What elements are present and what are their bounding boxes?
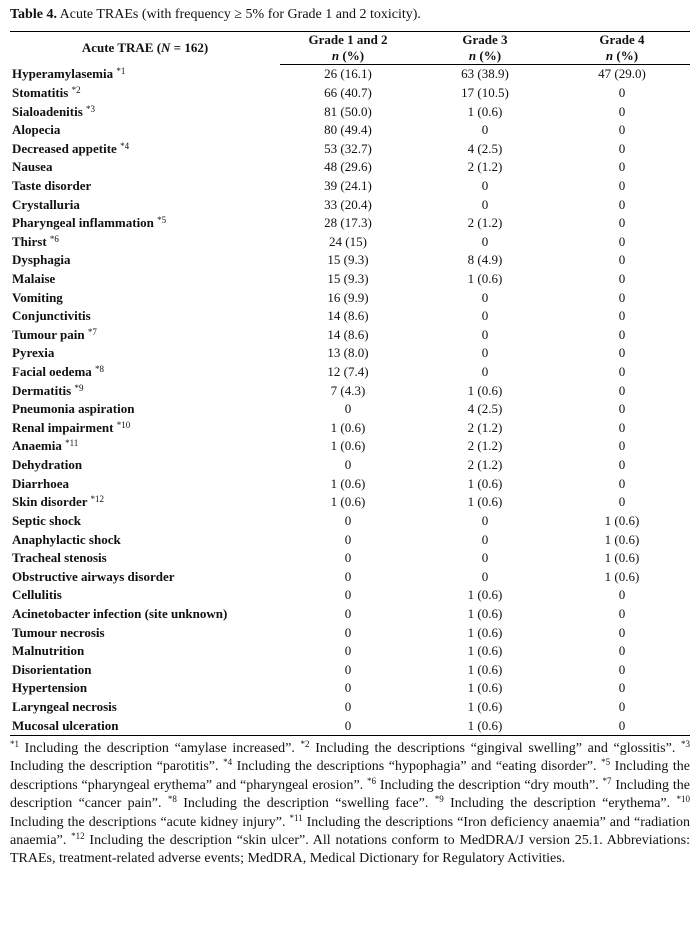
row-label bbox=[10, 270, 280, 289]
table-row bbox=[10, 195, 690, 214]
row-label bbox=[10, 716, 280, 735]
cell-g3: 8 (4.9) bbox=[467, 252, 503, 268]
cell-g4: 0 bbox=[618, 196, 626, 212]
table-row bbox=[10, 456, 690, 475]
cell-g4: 0 bbox=[618, 605, 626, 621]
row-label bbox=[10, 232, 280, 251]
row-label bbox=[10, 549, 280, 568]
footnote-text: Including the description “skin ulcer”. All notations conform to MedDRA/J version 25.1. Abbreviations: TRAEs, treatment-related adverse events; MedDRA, Medical Dictionary for Regulatory Activities. bbox=[10, 832, 690, 867]
cell-g3: 0 bbox=[481, 122, 489, 138]
cell-g3: 4 (2.5) bbox=[467, 140, 503, 156]
table-caption-label: Table 4. bbox=[10, 7, 57, 22]
table-header bbox=[10, 32, 690, 65]
cell-g12: 13 (8.0) bbox=[327, 345, 369, 361]
cell-g12: 0 bbox=[344, 624, 352, 640]
row-label bbox=[10, 642, 280, 661]
trae-name: Dehydration bbox=[12, 457, 83, 473]
cell-g4: 0 bbox=[618, 345, 626, 361]
cell-g12: 48 (29.6) bbox=[324, 159, 372, 175]
footnote-marker: *12 bbox=[90, 494, 105, 505]
row-label bbox=[10, 363, 280, 382]
trae-name: Hypertension bbox=[12, 680, 88, 696]
table-row bbox=[10, 549, 690, 568]
table-row bbox=[10, 288, 690, 307]
row-label bbox=[10, 530, 280, 549]
cell-g4: 0 bbox=[618, 587, 626, 603]
cell-g3: 1 (0.6) bbox=[467, 605, 503, 621]
row-label bbox=[10, 195, 280, 214]
footnote-marker: *3 bbox=[86, 103, 96, 114]
header-unit-grade-4: n (%) bbox=[554, 48, 690, 65]
cell-g3: 2 (1.2) bbox=[467, 438, 503, 454]
cell-g12: 1 (0.6) bbox=[330, 475, 366, 491]
table-row bbox=[10, 642, 690, 661]
row-label bbox=[10, 512, 280, 531]
trae-name: Septic shock bbox=[12, 512, 81, 528]
cell-g4: 0 bbox=[618, 308, 626, 324]
row-label bbox=[10, 456, 280, 475]
row-label bbox=[10, 400, 280, 419]
cell-g12: 0 bbox=[344, 401, 352, 417]
cell-g12: 14 (8.6) bbox=[327, 308, 369, 324]
cell-g12: 66 (40.7) bbox=[324, 84, 372, 100]
footnote-marker: *4 bbox=[223, 757, 233, 768]
trae-name: Tumour pain bbox=[12, 326, 85, 342]
cell-g12: 0 bbox=[344, 699, 352, 715]
cell-g4: 1 (0.6) bbox=[604, 568, 640, 584]
cell-g4: 0 bbox=[618, 215, 626, 231]
footnote-text: Including the description “dry mouth”. bbox=[376, 777, 603, 793]
cell-g12: 12 (7.4) bbox=[327, 364, 369, 380]
footnote-marker: *11 bbox=[289, 812, 303, 823]
cell-g3: 2 (1.2) bbox=[467, 457, 503, 473]
footnote-marker: *5 bbox=[601, 757, 611, 768]
trae-name: Pneumonia aspiration bbox=[12, 401, 135, 417]
cell-g3: 2 (1.2) bbox=[467, 159, 503, 175]
trae-name: Hyperamylasemia bbox=[12, 66, 114, 82]
row-label bbox=[10, 139, 280, 158]
cell-g12: 0 bbox=[280, 716, 416, 735]
table-caption-text: Acute TRAEs (with frequency ≥ 5% for Grade 1 and 2 toxicity). bbox=[56, 7, 421, 22]
footnote-marker: *3 bbox=[681, 738, 690, 749]
footnote-marker: *6 bbox=[367, 775, 377, 786]
footnote-marker: *10 bbox=[676, 794, 691, 805]
table-body bbox=[10, 65, 690, 736]
table-row bbox=[10, 679, 690, 698]
footnote-text: Including the description “cancer pain”. bbox=[10, 777, 690, 812]
table-row bbox=[10, 437, 690, 456]
cell-g12: 0 bbox=[344, 643, 352, 659]
trae-name: Acinetobacter infection (site unknown) bbox=[12, 605, 228, 621]
cell-g4: 1 (0.6) bbox=[604, 550, 640, 566]
cell-g4: 0 bbox=[618, 382, 626, 398]
row-label bbox=[10, 474, 280, 493]
cell-g3: 0 bbox=[481, 177, 489, 193]
trae-name: Anaphylactic shock bbox=[12, 531, 121, 547]
cell-g12: 81 (50.0) bbox=[324, 103, 372, 119]
footnote-marker: *4 bbox=[120, 140, 130, 151]
cell-g4: 0 bbox=[618, 419, 626, 435]
table-row bbox=[10, 344, 690, 363]
row-label bbox=[10, 214, 280, 233]
footnote-marker: *11 bbox=[65, 438, 79, 449]
cell-g3: 1 (0.6) bbox=[467, 643, 503, 659]
cell-g3: 0 bbox=[481, 364, 489, 380]
row-label bbox=[10, 661, 280, 680]
cell-g3: 1 (0.6) bbox=[416, 716, 554, 735]
trae-name: Malnutrition bbox=[12, 643, 85, 659]
cell-g4: 0 bbox=[618, 326, 626, 342]
trae-name: Nausea bbox=[12, 159, 53, 175]
cell-g3: 1 (0.6) bbox=[467, 475, 503, 491]
cell-g4: 0 bbox=[618, 401, 626, 417]
cell-g12: 80 (49.4) bbox=[324, 122, 372, 138]
table-row bbox=[10, 84, 690, 103]
cell-g12: 1 (0.6) bbox=[330, 494, 366, 510]
footnote-text: Including the description “parotitis”. bbox=[10, 759, 224, 775]
table-caption bbox=[10, 6, 690, 24]
table-row bbox=[10, 661, 690, 680]
cell-g3: 1 (0.6) bbox=[467, 661, 503, 677]
cell-g4: 0 bbox=[618, 289, 626, 305]
trae-name: Decreased appetite bbox=[12, 140, 117, 156]
row-label bbox=[10, 623, 280, 642]
row-label bbox=[10, 102, 280, 121]
cell-g3: 1 (0.6) bbox=[467, 494, 503, 510]
trae-name: Alopecia bbox=[12, 122, 61, 138]
trae-name: Mucosal ulceration bbox=[12, 717, 119, 733]
footnote-text: Including the descriptions “gingival swelling” and “glossitis”. bbox=[309, 740, 681, 756]
trae-name: Facial oedema bbox=[12, 364, 92, 380]
cell-g4: 0 bbox=[618, 661, 626, 677]
footnote-marker: *9 bbox=[74, 382, 84, 393]
cell-g12: 0 bbox=[344, 661, 352, 677]
footnote-marker: *1 bbox=[116, 66, 126, 77]
cell-g4: 0 bbox=[618, 680, 626, 696]
table-row bbox=[10, 251, 690, 270]
cell-g3: 0 bbox=[481, 289, 489, 305]
cell-g4: 0 bbox=[618, 140, 626, 156]
cell-g3: 0 bbox=[481, 568, 489, 584]
cell-g4: 0 bbox=[618, 271, 626, 286]
header-grade-3: Grade 3 bbox=[416, 32, 554, 49]
footnote-marker: *1 bbox=[10, 738, 19, 749]
cell-g4: 0 bbox=[618, 159, 626, 175]
cell-g3: 1 (0.6) bbox=[467, 271, 503, 286]
table-row bbox=[10, 623, 690, 642]
cell-g4: 0 bbox=[618, 457, 626, 473]
row-label bbox=[10, 251, 280, 270]
row-label bbox=[10, 493, 280, 512]
trae-name: Vomiting bbox=[12, 289, 63, 305]
cell-g3: 0 bbox=[481, 233, 489, 249]
cell-g4: 1 (0.6) bbox=[604, 531, 640, 547]
table-row bbox=[10, 400, 690, 419]
cell-g12: 33 (20.4) bbox=[324, 196, 372, 212]
cell-g12: 0 bbox=[344, 550, 352, 566]
trae-name: Conjunctivitis bbox=[12, 308, 91, 324]
footnote-marker: *12 bbox=[71, 830, 85, 841]
cell-g4: 47 (29.0) bbox=[598, 66, 646, 82]
trae-name: Taste disorder bbox=[12, 177, 92, 193]
cell-g12: 14 (8.6) bbox=[327, 326, 369, 342]
row-label bbox=[10, 567, 280, 586]
row-label bbox=[10, 177, 280, 196]
header-unit-grade-1-2: n (%) bbox=[280, 48, 416, 65]
cell-g4: 0 bbox=[618, 494, 626, 510]
table-row bbox=[10, 567, 690, 586]
cell-g4: 0 bbox=[618, 122, 626, 138]
footnote-marker: *8 bbox=[167, 794, 177, 805]
row-label bbox=[10, 288, 280, 307]
cell-g3: 1 (0.6) bbox=[467, 680, 503, 696]
cell-g3: 1 (0.6) bbox=[467, 103, 503, 119]
cell-g12: 26 (16.1) bbox=[324, 66, 372, 82]
row-label bbox=[10, 344, 280, 363]
row-label bbox=[10, 158, 280, 177]
trae-name: Obstructive airways disorder bbox=[12, 568, 175, 584]
table-row bbox=[10, 363, 690, 382]
header-unit-grade-3: n (%) bbox=[416, 48, 554, 65]
cell-g3: 17 (10.5) bbox=[461, 84, 509, 100]
cell-g12: 1 (0.6) bbox=[330, 438, 366, 454]
footnote-text: Including the descriptions “Iron deficiency anaemia” and “radiation anaemia”. bbox=[10, 814, 690, 848]
cell-g4: 0 bbox=[618, 103, 626, 119]
footnote-text: Including the description “swelling face”. bbox=[176, 796, 435, 812]
footnote-marker: *6 bbox=[49, 233, 59, 244]
cell-g12: 28 (17.3) bbox=[324, 215, 372, 231]
table-row bbox=[10, 326, 690, 345]
table-row bbox=[10, 512, 690, 531]
footnote-text: Including the descriptions “acute kidney injury”. bbox=[10, 814, 290, 830]
footnote-marker: *7 bbox=[602, 775, 612, 786]
cell-g3: 0 bbox=[481, 531, 489, 547]
trae-name: Thirst bbox=[12, 233, 47, 249]
cell-g3: 1 (0.6) bbox=[467, 699, 503, 715]
table-row bbox=[10, 381, 690, 400]
cell-g4: 0 bbox=[618, 233, 626, 249]
cell-g3: 4 (2.5) bbox=[467, 401, 503, 417]
table-row bbox=[10, 586, 690, 605]
table-row bbox=[10, 716, 690, 735]
row-label bbox=[10, 679, 280, 698]
cell-g12: 53 (32.7) bbox=[324, 140, 372, 156]
trae-name: Disorientation bbox=[12, 661, 92, 677]
table-row bbox=[10, 270, 690, 289]
trae-name: Stomatitis bbox=[12, 84, 69, 100]
cell-g3: 0 bbox=[481, 550, 489, 566]
row-label bbox=[10, 586, 280, 605]
cell-g4: 0 bbox=[618, 177, 626, 193]
table-row bbox=[10, 493, 690, 512]
table-row bbox=[10, 65, 690, 84]
row-label bbox=[10, 307, 280, 326]
table-row bbox=[10, 530, 690, 549]
table-row bbox=[10, 102, 690, 121]
table-footnote bbox=[10, 740, 690, 869]
cell-g3: 2 (1.2) bbox=[467, 419, 503, 435]
trae-table bbox=[10, 31, 690, 736]
row-label bbox=[10, 65, 280, 84]
table-row bbox=[10, 158, 690, 177]
cell-g4: 0 bbox=[618, 643, 626, 659]
trae-name: Tracheal stenosis bbox=[12, 550, 107, 566]
footnote-marker: *2 bbox=[71, 84, 81, 95]
cell-g4: 0 bbox=[618, 364, 626, 380]
table-row bbox=[10, 177, 690, 196]
footnote-marker: *10 bbox=[116, 419, 131, 430]
trae-name: Tumour necrosis bbox=[12, 624, 105, 640]
row-label bbox=[10, 605, 280, 624]
cell-g3: 0 bbox=[481, 512, 489, 528]
cell-g12: 0 bbox=[344, 680, 352, 696]
header-grade-4: Grade 4 bbox=[554, 32, 690, 49]
table-row bbox=[10, 307, 690, 326]
cell-g3: 0 bbox=[481, 308, 489, 324]
cell-g12: 0 bbox=[344, 605, 352, 621]
row-label bbox=[10, 381, 280, 400]
trae-name: Pyrexia bbox=[12, 345, 55, 361]
table-row bbox=[10, 605, 690, 624]
row-label bbox=[10, 698, 280, 717]
footnote-text: Including the description “amylase increased”. bbox=[19, 740, 301, 756]
header-grade-1-2: Grade 1 and 2 bbox=[280, 32, 416, 49]
row-label bbox=[10, 121, 280, 140]
table-row bbox=[10, 232, 690, 251]
cell-g12: 15 (9.3) bbox=[327, 271, 369, 286]
cell-g4: 0 bbox=[618, 624, 626, 640]
cell-g4: 0 bbox=[554, 716, 690, 735]
row-label bbox=[10, 84, 280, 103]
trae-name: Crystalluria bbox=[12, 196, 80, 212]
cell-g3: 2 (1.2) bbox=[467, 215, 503, 231]
table-row bbox=[10, 474, 690, 493]
cell-g4: 0 bbox=[618, 699, 626, 715]
row-label bbox=[10, 419, 280, 438]
trae-name: Laryngeal necrosis bbox=[12, 699, 117, 715]
cell-g4: 1 (0.6) bbox=[604, 512, 640, 528]
cell-g12: 15 (9.3) bbox=[327, 252, 369, 268]
footnote-marker: *8 bbox=[95, 364, 105, 375]
table-row bbox=[10, 214, 690, 233]
cell-g3: 0 bbox=[481, 196, 489, 212]
trae-name: Anaemia bbox=[12, 438, 62, 454]
cell-g12: 24 (15) bbox=[329, 233, 367, 249]
trae-name: Diarrhoea bbox=[12, 475, 70, 491]
header-acute-trae: Acute TRAE (N = 162) bbox=[10, 32, 280, 65]
cell-g4: 0 bbox=[618, 84, 626, 100]
cell-g12: 0 bbox=[344, 587, 352, 603]
trae-name: Pharyngeal inflammation bbox=[12, 215, 154, 231]
cell-g3: 0 bbox=[481, 326, 489, 342]
cell-g12: 0 bbox=[344, 531, 352, 547]
row-label bbox=[10, 437, 280, 456]
trae-name: Cellulitis bbox=[12, 587, 62, 603]
cell-g3: 1 (0.6) bbox=[467, 587, 503, 603]
table-row bbox=[10, 139, 690, 158]
footnote-text: Including the descriptions “hypophagia” and “eating disorder”. bbox=[232, 759, 602, 775]
footnote-marker: *2 bbox=[300, 738, 310, 749]
cell-g12: 0 bbox=[344, 568, 352, 584]
cell-g12: 0 bbox=[344, 457, 352, 473]
cell-g12: 7 (4.3) bbox=[330, 382, 366, 398]
trae-name: Renal impairment bbox=[12, 419, 114, 435]
cell-g12: 39 (24.1) bbox=[324, 177, 372, 193]
footnote-marker: *7 bbox=[87, 326, 97, 337]
table-row bbox=[10, 419, 690, 438]
cell-g4: 0 bbox=[618, 438, 626, 454]
trae-name: Dermatitis bbox=[12, 382, 72, 398]
table-row bbox=[10, 121, 690, 140]
footnote-marker: *5 bbox=[157, 215, 167, 226]
footnote-text: Including the description “erythema”. bbox=[443, 796, 677, 812]
trae-name: Malaise bbox=[12, 271, 56, 286]
table-row bbox=[10, 698, 690, 717]
cell-g3: 1 (0.6) bbox=[467, 382, 503, 398]
cell-g3: 1 (0.6) bbox=[467, 624, 503, 640]
trae-name: Sialoadenitis bbox=[12, 103, 83, 119]
cell-g4: 0 bbox=[618, 475, 626, 491]
cell-g3: 63 (38.9) bbox=[461, 66, 509, 82]
trae-name: Skin disorder bbox=[12, 494, 88, 510]
trae-name: Dysphagia bbox=[12, 252, 71, 268]
cell-g12: 1 (0.6) bbox=[330, 419, 366, 435]
row-label bbox=[10, 326, 280, 345]
footnote-text: Including the descriptions “pharyngeal erythema” and “pharyngeal erosion”. bbox=[10, 759, 691, 793]
cell-g4: 0 bbox=[618, 252, 626, 268]
cell-g12: 16 (9.9) bbox=[327, 289, 369, 305]
cell-g3: 0 bbox=[481, 345, 489, 361]
cell-g12: 0 bbox=[344, 512, 352, 528]
footnote-marker: *9 bbox=[434, 794, 444, 805]
